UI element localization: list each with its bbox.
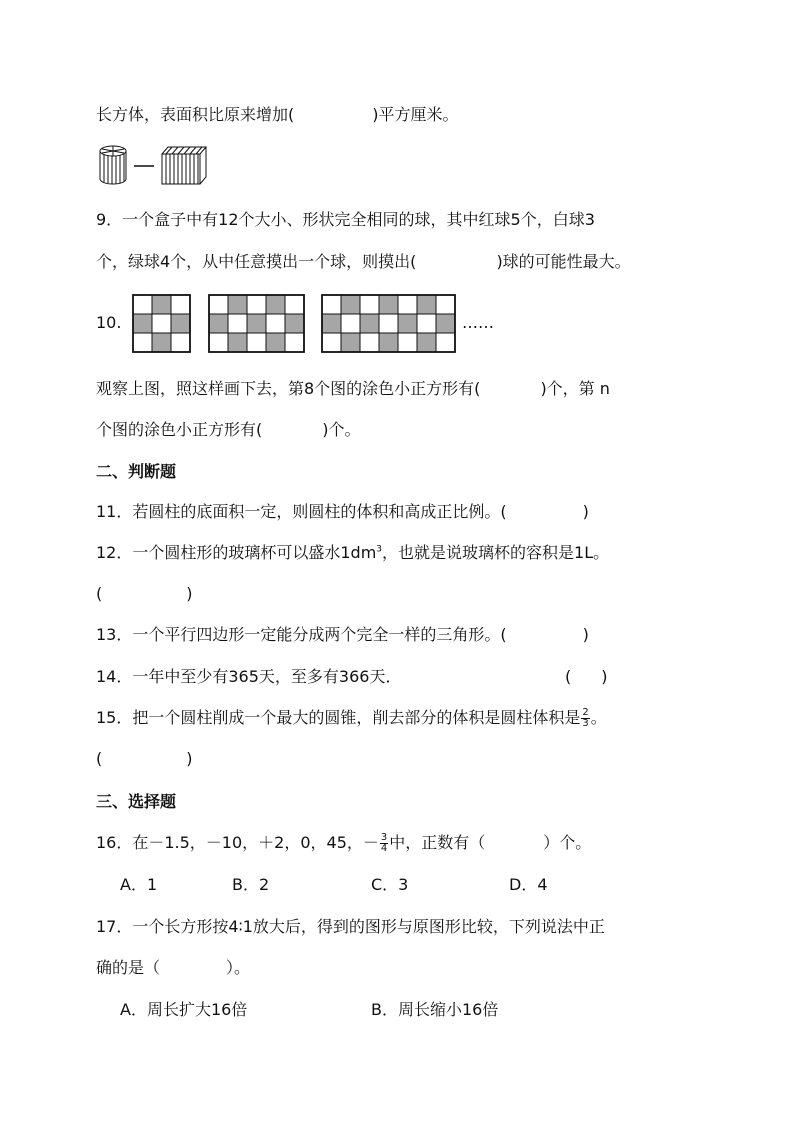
q8-text: 长方体，表面积比原来增加(: [96, 105, 295, 124]
shaded-square: [266, 333, 285, 352]
shaded-square: [436, 314, 455, 333]
blank-square: [171, 333, 190, 352]
blank-square: [360, 333, 379, 352]
blank-square: [379, 314, 398, 333]
q10-text-end: )个。: [322, 420, 361, 439]
q16-line: [96, 831, 724, 855]
blank-square: [266, 314, 285, 333]
q10-ellipsis: ……: [462, 313, 494, 332]
q15-line1: [96, 706, 724, 730]
shaded-square: [228, 295, 247, 314]
blank-square: [152, 314, 171, 333]
blank-square: [436, 333, 455, 352]
q9-line1: 9．一个盒子中有12个大小、形状完全相同的球，其中红球5个，白球3: [96, 210, 595, 229]
q15-text-end: 。: [590, 708, 607, 727]
q15-fraction: [581, 708, 589, 729]
cylinder-icon: [100, 146, 126, 184]
blank-square: [247, 333, 266, 352]
q9-line2: [96, 250, 724, 274]
blank-square: [436, 295, 455, 314]
blank-square: [398, 333, 417, 352]
q17-line2: [96, 956, 724, 980]
q12-open-paren: (: [96, 584, 103, 603]
q13-close-paren: ): [582, 625, 589, 644]
blank-square: [417, 314, 436, 333]
q16-option-a[interactable]: A．1: [120, 875, 158, 894]
q12-close-paren: ): [186, 584, 193, 603]
q9-text: 个，绿球4个，从中任意摸出一个球，则摸出(: [96, 252, 417, 271]
blank-square: [360, 295, 379, 314]
q11-close-paren: ): [582, 502, 589, 521]
q13-line: [96, 623, 724, 647]
blank-square: [285, 295, 304, 314]
shaded-square: [341, 333, 360, 352]
q14-open-paren: (: [565, 667, 572, 686]
blank-square: [133, 295, 152, 314]
q15-fraction-numerator: 2: [582, 707, 589, 718]
q10-figure-3: [322, 295, 455, 352]
shaded-square: [266, 295, 285, 314]
blank-square: [285, 333, 304, 352]
q17-option-a[interactable]: A．周长扩大16倍: [120, 1000, 248, 1019]
cylinder-to-cuboid-figure: [96, 142, 216, 190]
q13-text: 13．一个平行四边形一定能分成两个完全一样的三角形。(: [96, 625, 507, 644]
q14-line: [96, 665, 724, 689]
q12-superscript: 3: [376, 544, 383, 555]
q11-text: 11．若圆柱的底面积一定，则圆柱的体积和高成正比例。(: [96, 502, 507, 521]
q10-text-2: 个图的涂色小正方形有(: [96, 420, 263, 439]
q17-option-b[interactable]: B．周长缩小16倍: [371, 1000, 499, 1019]
blank-square: [133, 333, 152, 352]
section-judgement-title: 二、判断题: [96, 462, 177, 481]
blank-square: [171, 295, 190, 314]
shaded-square: [417, 295, 436, 314]
blank-square: [322, 295, 341, 314]
q16-text: 16．在－1.5，－10，＋2，0，45，－: [96, 833, 379, 852]
q15-open-paren: (: [96, 749, 103, 768]
q10-line2: [96, 418, 724, 442]
q10-figure-2: [209, 295, 304, 352]
q16-text-mid: 中，正数有（: [389, 833, 486, 852]
shaded-square: [417, 333, 436, 352]
blank-square: [228, 314, 247, 333]
q16-option-c[interactable]: C．3: [371, 875, 409, 894]
q8-line: [96, 103, 724, 127]
q8-text-end: )平方厘米。: [372, 105, 459, 124]
shaded-square: [171, 314, 190, 333]
q10-text-mid: )个，第 n: [540, 379, 610, 398]
q14-close-paren: ): [601, 667, 608, 686]
q17-text: 确的是（: [96, 958, 161, 977]
q10-figure-1: [133, 295, 190, 352]
shaded-square: [152, 333, 171, 352]
q14-answer-parens: [565, 665, 608, 689]
blank-square: [209, 333, 228, 352]
q14-text: 14．一年中至少有365天，至多有366天．: [96, 667, 402, 686]
shaded-square: [379, 333, 398, 352]
blank-square: [398, 295, 417, 314]
shaded-square: [379, 295, 398, 314]
shaded-square: [341, 295, 360, 314]
shaded-square: [322, 314, 341, 333]
q16-fraction-denominator: 4: [380, 843, 388, 854]
shaded-square: [228, 333, 247, 352]
q17-line1: 17．一个长方形按4∶1放大后，得到的图形与原图形比较，下列说法中正: [96, 917, 605, 936]
section-choice-title: 三、选择题: [96, 792, 177, 811]
q16-text-end: ）个。: [543, 833, 592, 852]
q16-fraction-numerator: 3: [380, 832, 388, 843]
q16-option-d[interactable]: D．4: [509, 875, 548, 894]
q11-line: [96, 500, 724, 524]
shaded-square: [209, 314, 228, 333]
q12-line1: [96, 541, 724, 565]
q15-fraction-denominator: 3: [582, 718, 589, 729]
q15-text: 15．把一个圆柱削成一个最大的圆锥，削去部分的体积是圆柱体积是: [96, 708, 581, 727]
q15-line2: [96, 747, 724, 771]
q10-text: 观察上图，照这样画下去，第8个图的涂色小正方形有(: [96, 379, 481, 398]
q15-close-paren: ): [186, 749, 193, 768]
blank-square: [247, 295, 266, 314]
q12-text-end: ，也就是说玻璃杯的容积是1L。: [382, 543, 610, 562]
shaded-square: [247, 314, 266, 333]
blank-square: [341, 314, 360, 333]
blank-square: [322, 333, 341, 352]
q17-text-end: ）。: [226, 958, 251, 977]
shaded-square: [285, 314, 304, 333]
q12-line2: [96, 582, 724, 606]
shaded-square: [133, 314, 152, 333]
shaded-square: [152, 295, 171, 314]
q16-option-b[interactable]: B．2: [232, 875, 270, 894]
q9-text-end: )球的可能性最大。: [496, 252, 631, 271]
shaded-square: [360, 314, 379, 333]
q10-line1: [96, 377, 724, 401]
shaded-square: [398, 314, 417, 333]
q10-grid-figures: [131, 293, 471, 355]
q10-number: 10.: [96, 313, 122, 332]
q16-fraction: [380, 833, 388, 854]
q12-text: 12．一个圆柱形的玻璃杯可以盛水1dm: [96, 543, 377, 562]
blank-square: [209, 295, 228, 314]
cuboid-icon: [162, 147, 206, 184]
